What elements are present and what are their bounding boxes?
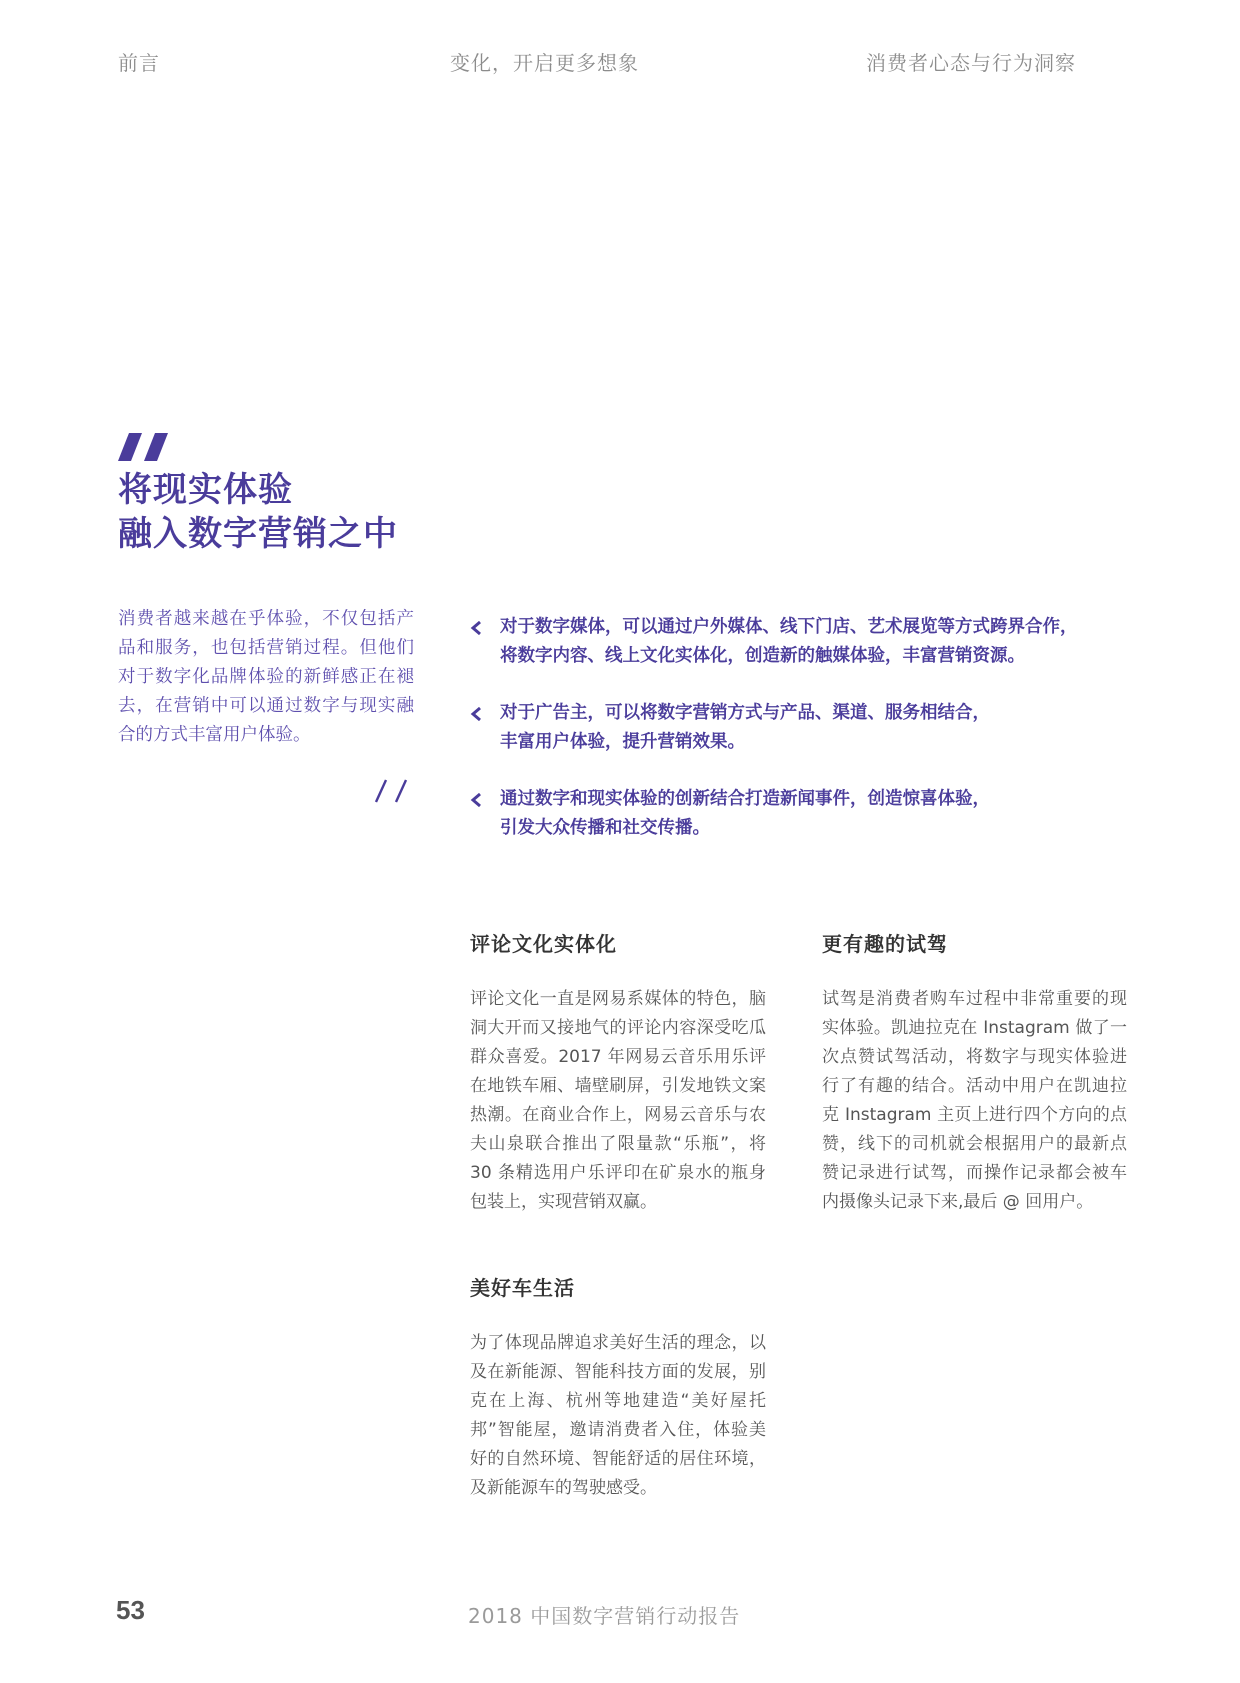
- nav-prev-chapter[interactable]: 前言: [118, 51, 160, 75]
- key-point-line: 对于数字媒体，可以通过户外媒体、线下门店、艺术展览等方式跨界合作，: [500, 617, 1078, 637]
- section-title-good-life: 美好车生活: [470, 1276, 575, 1300]
- section-title-test-drive: 更有趣的试驾: [822, 932, 948, 956]
- chevron-left-icon: [470, 621, 484, 635]
- key-point-line: 将数字内容、线上文化实体化，创造新的触媒体验，丰富营销资源。: [500, 646, 1025, 666]
- key-point-line: 对于广告主，可以将数字营销方式与产品、渠道、服务相结合，: [500, 703, 990, 723]
- key-point-line: 通过数字和现实体验的创新结合打造新闻事件，创造惊喜体验，: [500, 789, 990, 809]
- nav-next-chapter[interactable]: 消费者心态与行为洞察: [866, 51, 1076, 75]
- key-point-item: [470, 785, 1140, 843]
- intro-paragraph: 消费者越来越在乎体验，不仅包括产品和服务，也包括营销过程。但他们对于数字化品牌体验的新鲜感正在褪去，在营销中可以通过数字与现实融合的方式丰富用户体验。: [118, 609, 414, 745]
- key-point-line: 引发大众传播和社交传播。: [500, 818, 710, 838]
- key-point-item: [470, 613, 1140, 671]
- section-title-review: 评论文化实体化: [470, 932, 617, 956]
- key-points-list: [470, 613, 1140, 871]
- page-title: [118, 468, 398, 556]
- page-title-line-1: 将现实体验: [118, 470, 293, 510]
- nav-current-chapter[interactable]: 变化，开启更多想象: [450, 51, 639, 75]
- slash-divider-icon: [374, 778, 412, 804]
- double-slash-icon: [118, 433, 168, 461]
- key-point-line: 丰富用户体验，提升营销效果。: [500, 732, 745, 752]
- key-point-item: [470, 699, 1140, 757]
- chevron-left-icon: [470, 793, 484, 807]
- section-body-review: 评论文化一直是网易系媒体的特色，脑洞大开而又接地气的评论内容深受吃瓜群众喜爱。2017 年网易云音乐用乐评在地铁车厢、墙壁刷屏，引发地铁文案热潮。在商业合作上，网易云音乐与农夫山泉联合推出了限量款“乐瓶”，将 30 条精选用户乐评印在矿泉水的瓶身包装上，实现营销双赢。: [470, 989, 766, 1212]
- footer-report-title: 2018 中国数字营销行动报告: [468, 1604, 741, 1628]
- section-body-good-life: 为了体现品牌追求美好生活的理念，以及在新能源、智能科技方面的发展，别克在上海、杭州等地建造“美好屋托邦”智能屋，邀请消费者入住，体验美好的自然环境、智能舒适的居住环境，及新能源车的驾驶感受。: [470, 1333, 766, 1498]
- page-number: 53: [116, 1595, 145, 1625]
- page-title-line-2: 融入数字营销之中: [118, 514, 398, 554]
- chevron-left-icon: [470, 707, 484, 721]
- section-body-test-drive: 试驾是消费者购车过程中非常重要的现实体验。凯迪拉克在 Instagram 做了一次点赞试驾活动，将数字与现实体验进行了有趣的结合。活动中用户在凯迪拉克 Instagram 主页上进行四个方向的点赞，线下的司机就会根据用户的最新点赞记录进行试驾，而操作记录都会被车内摄像头记录下来,最后 @ 回用户。: [822, 989, 1127, 1212]
